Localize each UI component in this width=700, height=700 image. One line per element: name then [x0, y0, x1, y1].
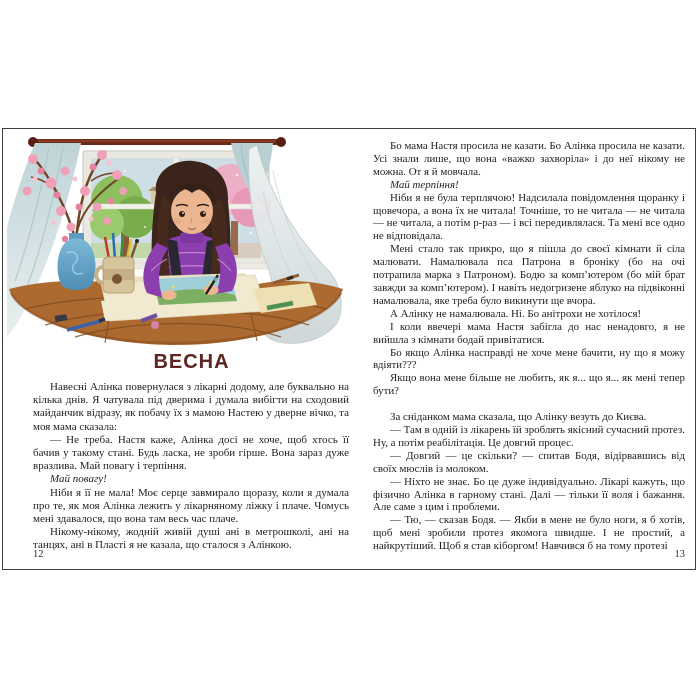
paragraph: Бо якщо Алінка насправді не хоче мене бачити, ну що я можу вдіяти??? [373, 346, 685, 372]
paragraph: Якщо вона мене більше не любить, як я... що я... як мені тепер бути? [373, 372, 685, 398]
paragraph: Навесні Алінка повернулася з лікарні додому, але буквально на кілька днів. Я чатувала під дверима і думала вибігти на сходовий майданчик відразу, як побачу їх з мамою Настею у дверне вічко, та моя мама сказала: [33, 381, 349, 433]
paragraph: — Там в одній із лікарень їй зроблять якісний сучасний протез. Ну, а потім реабілітація. Це довгий процес. [373, 424, 685, 449]
paragraph: — Не треба. Настя каже, Алінка досі не хоче, щоб хтось її бачив у такому стані. Будь ласка, не зроби гірше. Вона зараз дуже вразлива. Май повагу і терпіння. [33, 433, 349, 473]
paragraph: За сніданком мама сказала, що Алінку везуть до Києва. [390, 411, 647, 424]
page-number-right: 13 [674, 549, 685, 560]
paragraph: — Тю, — сказав Бодя. — Якби в мене не було ноги, я б хотів, щоб мені зробили протез якомога швидше. І не простий, а найкрутіший. Щоб я став кіборгом! Навчився б на тому протезі [373, 514, 685, 553]
book-spread [2, 128, 696, 570]
paragraph: А Алінку не намалювала. Ні. Бо анітрохи не хотілося! [390, 307, 642, 320]
paragraph: Ніби я її не мала! Моє серце завмирало щоразу, коли я думала про те, як моя Алінка лежить у лікарняному ліжку і плаче. Чомусь мені здавалося, що вона там весь час плаче. [33, 486, 349, 526]
chapter-title: ВЕСНА [153, 351, 230, 373]
page-number-left: 12 [33, 549, 44, 560]
paragraph: Бо мама Настя просила не казати. Бо Алінка просила не казати. Усі знали лише, що вона «важко захворіла» і до неї нікому не можна. От я й мовчала. [373, 140, 685, 178]
paragraph: Ніби я не була терплячою! Надсилала повідомлення щоранку і щовечора, а вона їх не читала! Точніше, то не читала — не читала — не читала, а потім р-раз — і всі передивлялася. Та мені все одно не відповідала. [373, 191, 685, 243]
girl-face [171, 188, 213, 234]
spring-illustration [5, 131, 347, 353]
paragraph: — Довгий — це скільки? — спитав Бодя, відірвавшись від своїх мюслів із молоком. [373, 449, 685, 475]
left-page-text [33, 381, 349, 553]
paragraph: І коли ввечері мама Настя забігла до нас ненадовго, я не вийшла з кімнати бодай привітатися. [373, 320, 685, 346]
paragraph: Май повагу! [50, 473, 107, 486]
paragraph: Май терпіння! [390, 178, 459, 191]
right-page-text [373, 140, 685, 553]
paragraph: Нікому-нікому, жодній живій душі ані в метрошколі, ані на танцях, ані в Пласті я не казала, що сталося з Алінкою. [33, 526, 349, 552]
paragraph: Мені стало так прикро, що я пішла до своєї кімнати й сіла малювати. Намалювала пса Патрона в броніку (бо на очі потрапила марка з Патроном). Бодю за комп’ютером (бо мій брат завжди за комп’ютером). І навіть недогризене яблуко на підвіконні намалювала, яке треба було викинути ще вчора. [373, 243, 685, 307]
paragraph: — Ніхто не знає. Бо це дуже індивідуально. Лікарі кажуть, що фізично Алінка в гарному стані. Далі — тільки її воля і бажання. Але саме з цим і проблеми. [373, 475, 685, 514]
